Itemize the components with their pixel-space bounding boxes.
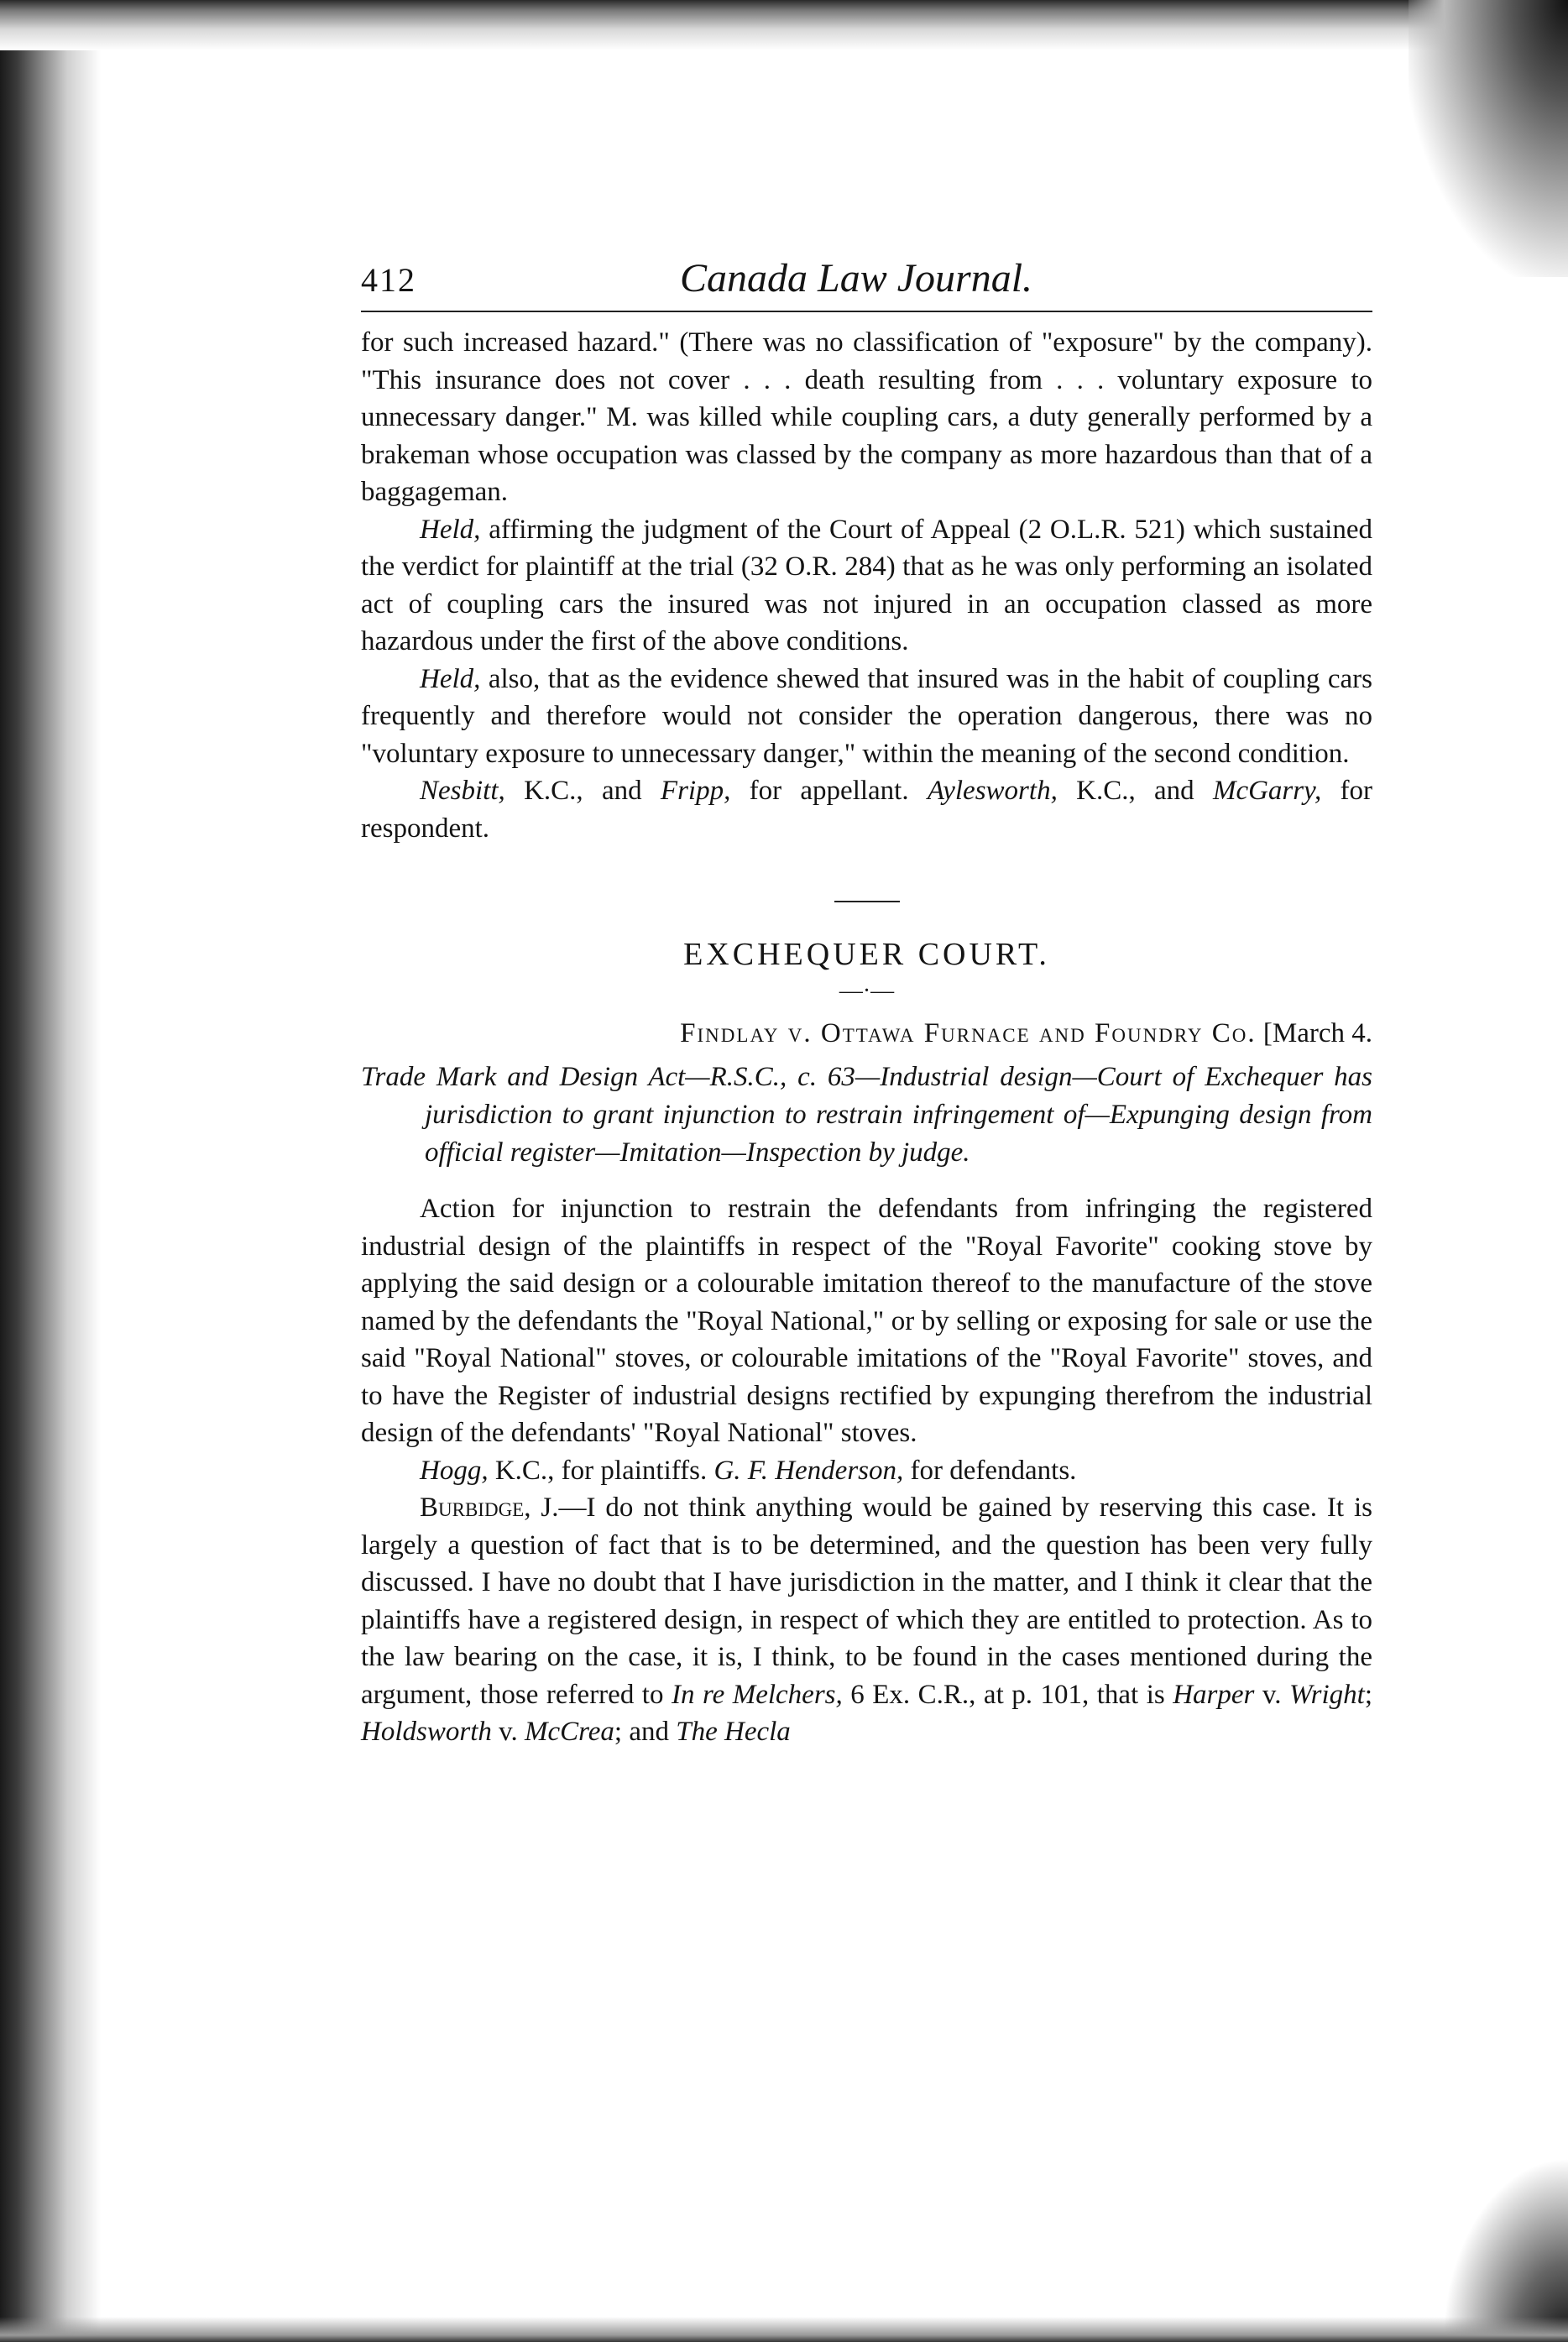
held-paragraph-1 [361,511,1372,661]
counsel-name: Fripp, [660,776,731,806]
held-text: also, that as the evidence shewed that insured was in the habit of coupling cars frequently and therefore would not consider the operation dangerous, there was no "voluntary exposure to unnecessary danger," within the meaning of the second condition. [361,663,1372,769]
case-citation: Holdsworth [361,1717,492,1747]
journal-title: Canada Law Journal. [680,256,1033,301]
scan-shadow-top-right [1409,0,1568,277]
judgment-text: ; and [614,1717,677,1747]
heading-ornament: —·— [839,978,895,1004]
counsel-name: G. F. Henderson, [713,1455,904,1486]
counsel-text: for appellant. [730,776,928,806]
judgment-text: v. [1254,1679,1289,1710]
counsel-line [361,772,1372,847]
page-number: 412 [361,261,416,299]
case-citation: Wright [1288,1679,1365,1710]
counsel-name: Hogg, [420,1455,489,1486]
counsel-line [361,1452,1372,1490]
scan-shadow-left [0,0,101,2342]
case-continuation-paragraph: for such increased hazard." (There was no classification of "exposure" by the company). "This insurance does not cover . . . death resulting from . . . voluntary exposure to unnecessary danger." M. was killed while coupling cars, a duty generally performed by a brakeman whose occupation was classed by the company as more hazardous than that of a baggageman. [361,327,1372,507]
page-content [361,312,1372,1751]
counsel-text: K.C., for plaintiffs. [488,1455,714,1486]
headnote: Trade Mark and Design Act—R.S.C., c. 63—Industrial design—Court of Exchequer has jurisdiction to grant injunction to restrain infringement of—Expunging design from official register—Imitation—Inspection by judge. [361,1062,1372,1168]
case-citation: In re Melchers, [671,1679,843,1710]
judgment-text: v. [491,1717,525,1747]
case-date: [March 4. [1256,1018,1372,1048]
judgment-text: —I do not think anything would be gained by reserving this case. It is largely a question of fact that is to be determined, and the question has been very fully discussed. I have no doubt that I have jurisdiction in the matter, and I think it clear that the plaintiffs have a registered design, in respect of which they are entitled to protection. As to the law bearing on the case, it is, I think, to be found in the cases mentioned during the argument, those referred to [361,1493,1372,1710]
judgment-paragraph [361,1489,1372,1751]
scan-shadow-bottom [0,2317,1568,2342]
counsel-name: McGarry, [1212,776,1322,806]
running-head [361,252,1372,312]
counsel-text: for defendants. [903,1455,1077,1486]
court-heading: EXCHEQUER COURT. [683,937,1050,972]
held-label: Held, [420,514,481,545]
journal-page [361,252,1372,1751]
counsel-text: K.C., and [1057,776,1213,806]
judgment-text: 6 Ex. C.R., at p. 101, that is [842,1679,1173,1710]
counsel-name: Nesbitt, [420,776,505,806]
counsel-name: Aylesworth, [927,776,1058,806]
case-citation: Harper [1173,1679,1255,1710]
held-text: affirming the judgment of the Court of Appeal (2 O.L.R. 521) which sustained the verdict for plaintiff at the trial (32 O.R. 284) that as he was only performing an isolated act of coupling cars the insured was not injured in an occupation classed as more hazardous under the first of the above conditions. [361,514,1372,656]
section-divider [834,901,900,902]
counsel-text: for respondent. [361,776,1372,844]
scan-shadow-top [0,0,1568,50]
held-label: Held, [420,663,481,694]
case-title-line [361,1015,1372,1052]
case-citation: McCrea [524,1717,614,1747]
action-paragraph: Action for injunction to restrain the defendants from infringing the registered industrial design of the plaintiffs in respect of the "Royal Favorite" cooking stove by applying the said design or a colourable imitation thereof to the manufacture of the stove named by the defendants the "Royal National," or by selling or exposing for sale or use the said "Royal National" stoves, or colourable imitations of the "Royal Favorite" stoves, and to have the Register of industrial designs rectified by expunging therefrom the industrial design of the defendants' "Royal National" stoves. [361,1194,1372,1448]
scan-shadow-bottom-right [1442,2157,1568,2342]
held-paragraph-2 [361,661,1372,773]
judge-name: Burbidge, J. [420,1493,559,1523]
case-citation: The Hecla [676,1717,791,1747]
counsel-text: K.C., and [504,776,661,806]
judgment-text: ; [1364,1679,1373,1710]
case-name: Findlay v. Ottawa Furnace and Foundry Co. [680,1018,1257,1048]
